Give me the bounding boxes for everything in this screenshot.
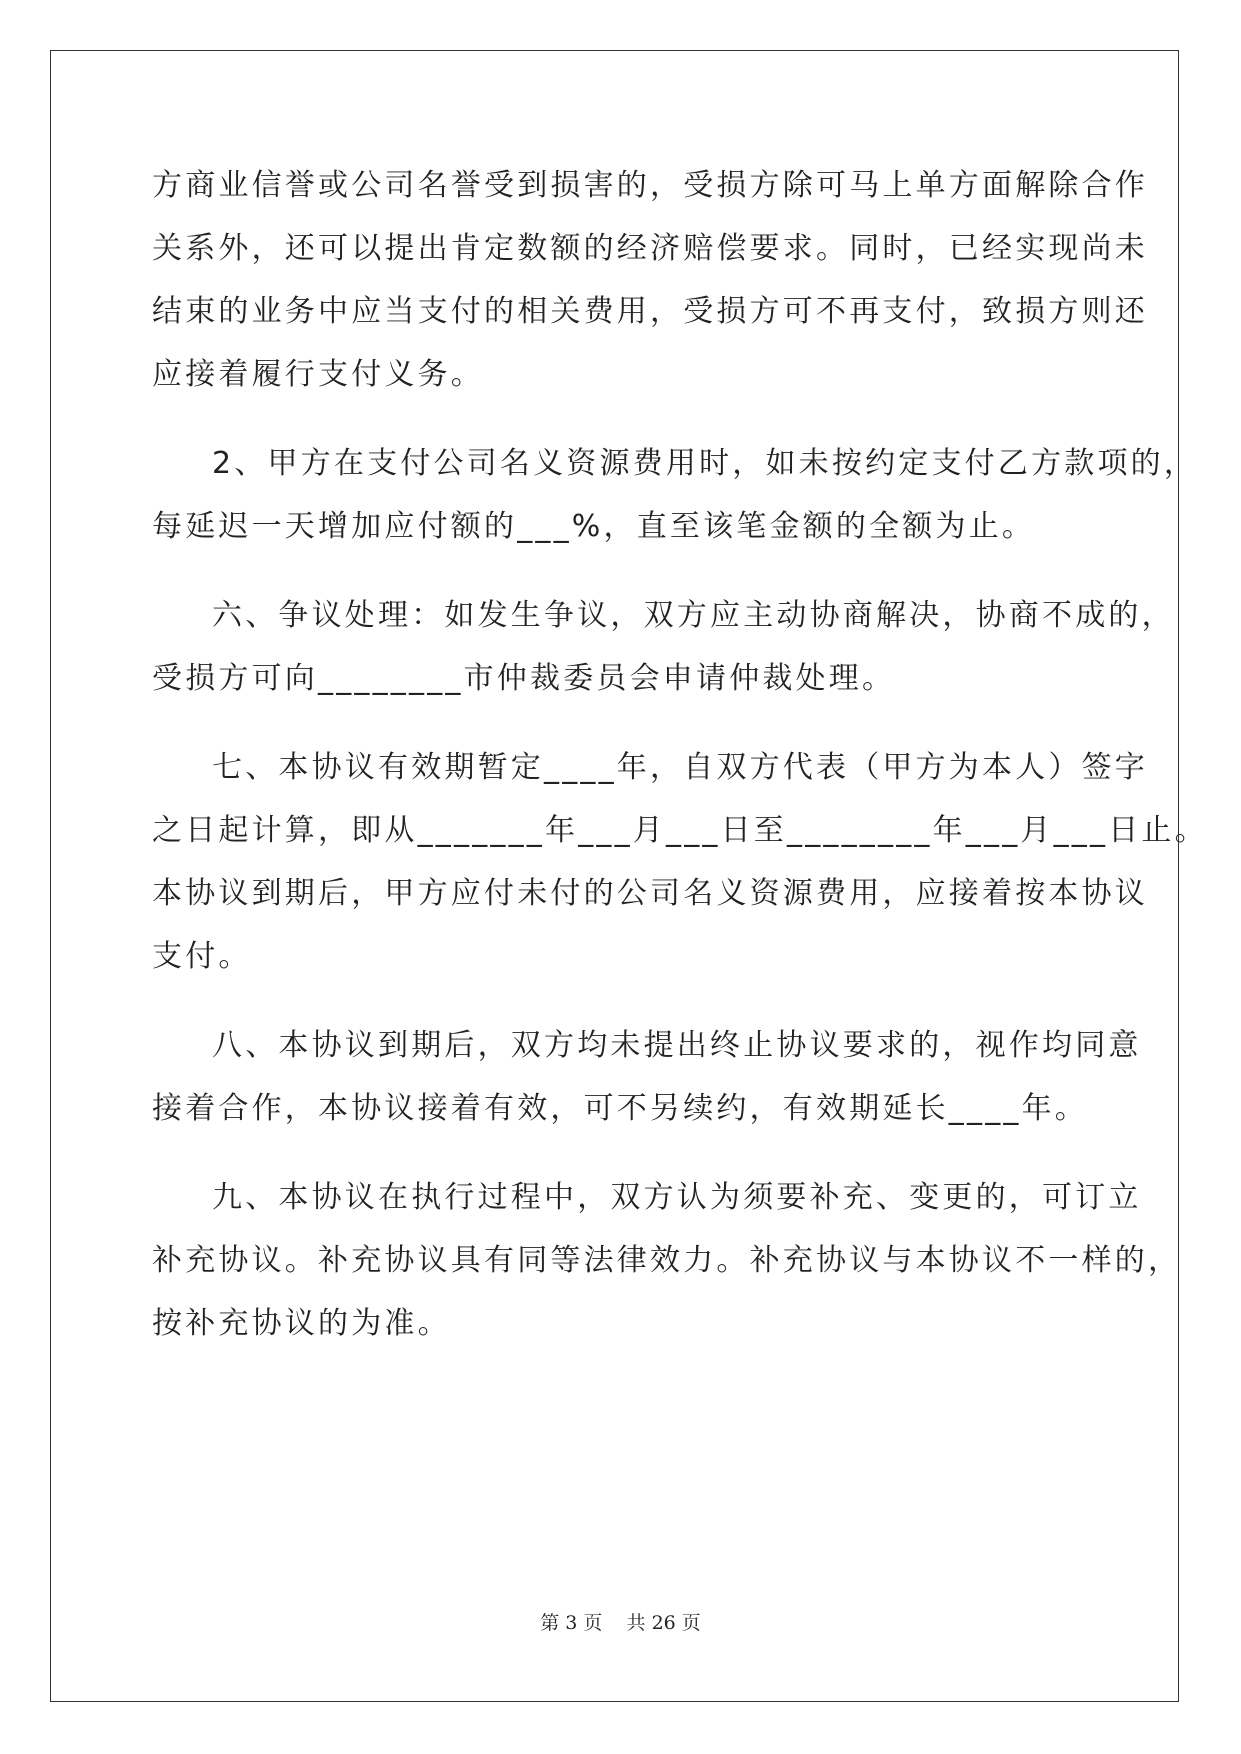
paragraph-first-line: 2、甲方在支付公司名义资源费用时，如未按约定支付乙方款项的， (212, 446, 1198, 481)
text-line: 之日起计算，即从_______年___月___日至________年___月___日止。 (152, 813, 1208, 848)
paragraph-first-line: 六、争议处理：如发生争议，双方应主动协商解决，协商不成的， (212, 598, 1175, 633)
text-line: 本协议到期后，甲方应付未付的公司名义资源费用，应接着按本协议 (152, 876, 1148, 911)
text-line: 补充协议。补充协议具有同等法律效力。补充协议与本协议不一样的， (152, 1243, 1182, 1278)
text-line: 关系外，还可以提出肯定数额的经济赔偿要求。同时，已经实现尚未 (152, 231, 1148, 266)
paragraph-first-line: 九、本协议在执行过程中，双方认为须要补充、变更的，可订立 (212, 1180, 1142, 1215)
paragraph-first-line: 八、本协议到期后，双方均未提出终止协议要求的，视作均同意 (212, 1028, 1142, 1063)
paragraph-first-line: 七、本协议有效期暂定____年，自双方代表（甲方为本人）签字 (212, 750, 1148, 785)
text-line: 接着合作，本协议接着有效，可不另续约，有效期延长____年。 (152, 1091, 1088, 1126)
text-line: 按补充协议的为准。 (152, 1306, 451, 1341)
text-line: 每延迟一天增加应付额的___%，直至该笔金额的全额为止。 (152, 509, 1036, 544)
text-line: 结束的业务中应当支付的相关费用，受损方可不再支付，致损方则还 (152, 294, 1148, 329)
text-line: 支付。 (152, 939, 252, 974)
page-number-footer: 第 3 页 共 26 页 (540, 1612, 701, 1634)
text-line: 受损方可向________市仲裁委员会申请仲裁处理。 (152, 661, 896, 696)
text-line: 方商业信誉或公司名誉受到损害的，受损方除可马上单方面解除合作 (152, 168, 1148, 203)
text-line: 应接着履行支付义务。 (152, 357, 484, 392)
